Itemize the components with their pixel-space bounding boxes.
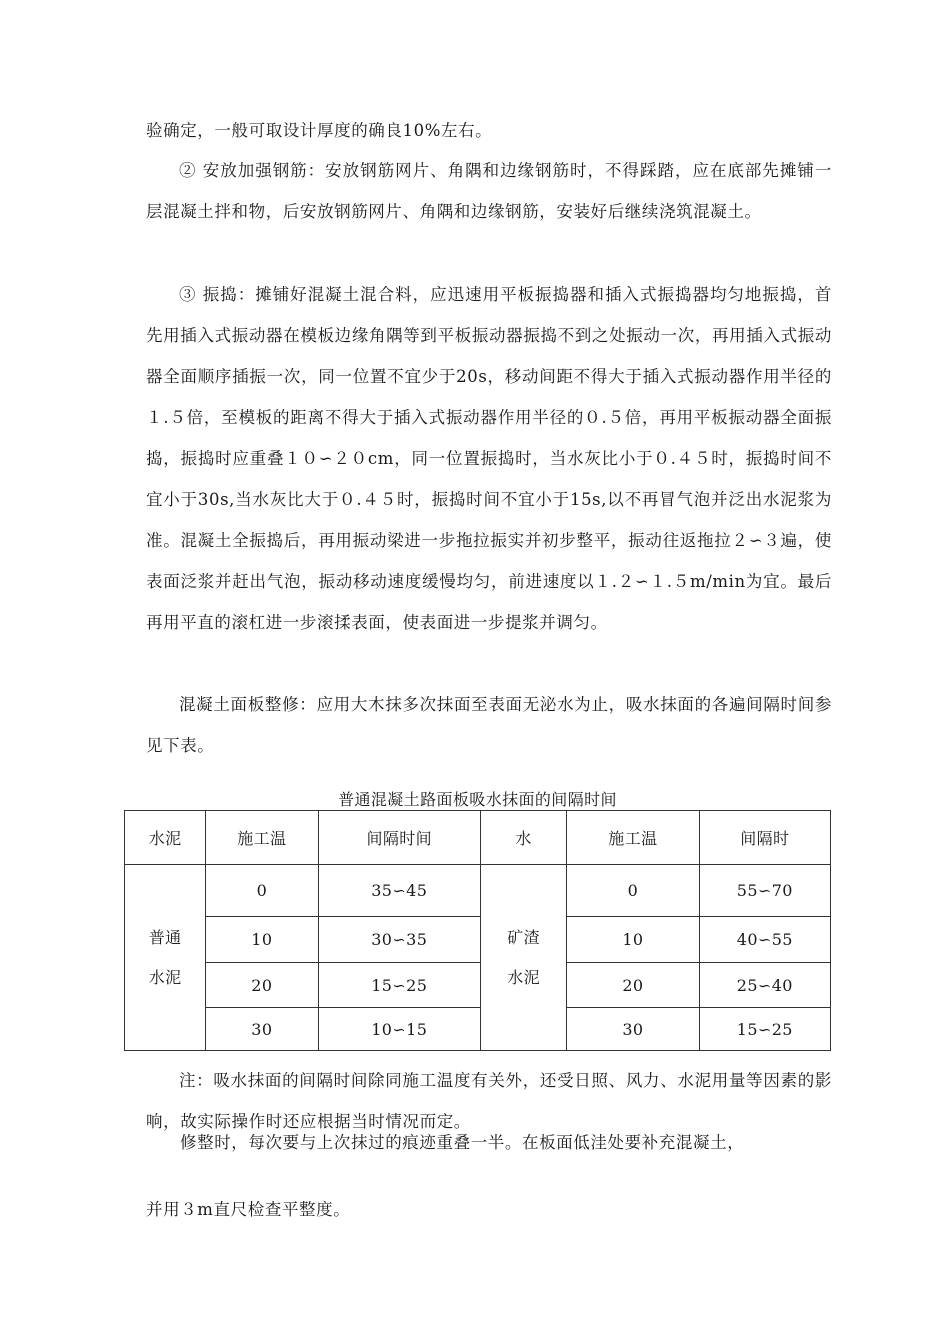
table-header-row [125, 811, 831, 865]
table-header-cell: 间隔时间 [318, 811, 480, 865]
paragraph-overlap: 修整时，每次要与上次抹过的痕迹重叠一半。在板面低洼处要补充混凝土， [180, 1133, 745, 1152]
table-cell: 0 [567, 865, 699, 917]
table-header-cell: 施工温 [206, 811, 318, 865]
table-cell: 55∽70 [699, 865, 830, 917]
table-row [125, 963, 831, 1008]
table-cell: 15∽25 [699, 1008, 830, 1051]
cement-type-slag [480, 865, 566, 1051]
table-header-cell: 间隔时 [699, 811, 830, 865]
cement-type-label: 水泥 [507, 967, 540, 987]
table-row [125, 865, 831, 917]
cement-type-label: 普通 [148, 927, 182, 947]
table-note: 注：吸水抹面的间隔时间除同施工温度有关外，还受日照、风力、水泥用量等因素的影响，故实际操作时还应根据当时情况而定。 [146, 1071, 832, 1131]
table-cell: 30∽35 [318, 917, 480, 963]
table-title: 普通混凝土路面板吸水抹面的间隔时间 [338, 790, 617, 809]
table-row [125, 917, 831, 963]
paragraph-reinforcement: ② 安放加强钢筋：安放钢筋网片、角隅和边缘钢筋时，不得踩踏，应在底部先摊铺一层混凝土拌和物，后安放钢筋网片、角隅和边缘钢筋，安装好后继续浇筑混凝土。 [146, 161, 832, 221]
table-cell: 10 [567, 917, 699, 963]
table-cell: 10 [206, 917, 318, 963]
table-cell: 0 [206, 865, 318, 917]
table-cell: 20 [567, 963, 699, 1008]
paragraph-vibration: ③ 振捣：摊铺好混凝土混合料，应迅速用平板振捣器和插入式振捣器均匀地振捣，首先用插入式振动器在模板边缘角隅等到平板振动器振捣不到之处振动一次，再用插入式振动器全面顺序插振一次，同一位置不宜少于20s，移动间距不得大于插入式振动器作用半径的１.５倍，至模板的距离不得大于插入式振动器作用半径的０.５倍，再用平板振动器全面振捣，振捣时应重叠１０∽２０cm，同一位置振捣时，当水灰比小于０.４５时，振捣时间不宜小于30s,当水灰比大于０.４５时，振捣时间不宜小于15s,以不再冒气泡并泛出水泥浆为准。混凝土全振捣后，再用振动梁进一步拖拉振实并初步整平，振动往返拖拉２∽３遍，使表面泛浆并赶出气泡，振动移动速度缓慢均匀，前进速度以１.２∽１.５m/min为宜。最后再用平直的滚杠进一步滚揉表面，使表面进一步提浆并调匀。 [146, 285, 832, 632]
cement-type-ordinary [125, 865, 206, 1051]
paragraph-thickness: 验确定，一般可取设计厚度的确良10%左右。 [146, 121, 493, 140]
table-header-cell: 水 [480, 811, 566, 865]
table-cell: 25∽40 [699, 963, 830, 1008]
paragraph-finishing: 混凝土面板整修：应用大木抹多次抹面至表面无泌水为止，吸水抹面的各遍间隔时间参见下表。 [146, 695, 832, 755]
table-header-cell: 施工温 [567, 811, 699, 865]
table-cell: 35∽45 [318, 865, 480, 917]
table-cell: 30 [567, 1008, 699, 1051]
table-cell: 40∽55 [699, 917, 830, 963]
cement-type-label: 矿渣 [507, 927, 540, 947]
table-header-cell: 水泥 [125, 811, 206, 865]
table-row [125, 1008, 831, 1051]
table-cell: 30 [206, 1008, 318, 1051]
paragraph-flatness: 并用３m直尺检查平整度。 [146, 1200, 351, 1219]
interval-table [124, 810, 831, 1051]
table-cell: 15∽25 [318, 963, 480, 1008]
table-cell: 20 [206, 963, 318, 1008]
cement-type-label: 水泥 [148, 967, 182, 987]
table-cell: 10∽15 [318, 1008, 480, 1051]
